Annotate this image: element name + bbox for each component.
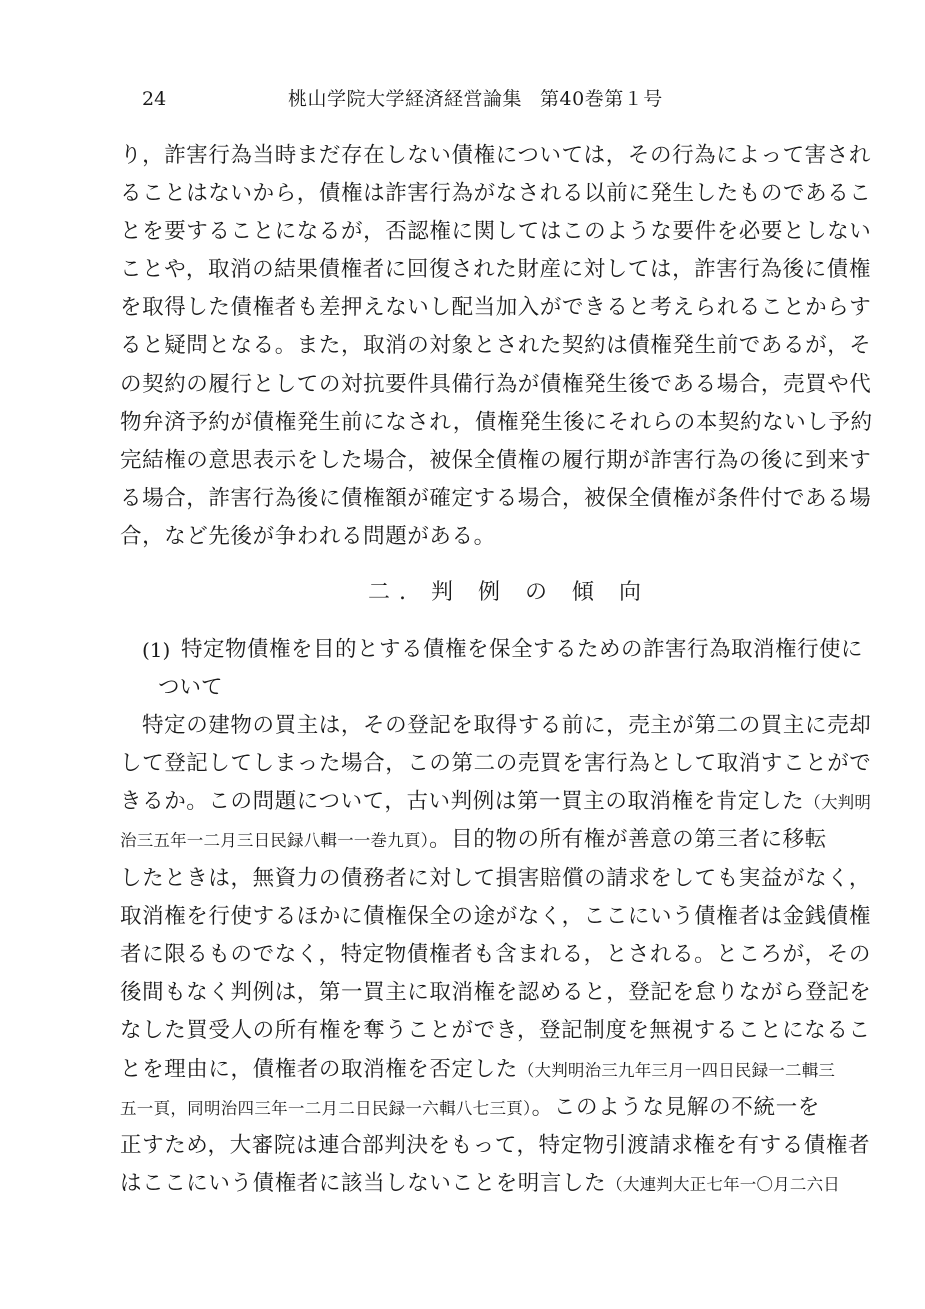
body-line: の契約の履行としての対抗要件具備行為が債権発生後である場合，売買や代 (120, 372, 872, 397)
subsection-title-continuation: ついて (158, 675, 223, 700)
case-citation: 治三五年一二月三日民録八輯一一巻九頁） (120, 831, 430, 850)
case-citation: 五一頁，同明治四三年一二月二日民録一六輯八七三頁） (120, 1099, 532, 1118)
subsection-title: 特定物債権を目的とする債権を保全するための詐害行為取消権行使に (181, 637, 864, 662)
body-line: 合，など先後が争われる問題がある。 (120, 524, 496, 549)
case-citation: （大連判大正七年一〇月二六日 (606, 1175, 841, 1194)
body-line: ることはないから，債権は詐害行為がなされる以前に発生したものであるこ (120, 181, 872, 206)
body-line: 後間もなく判例は，第一買主に取消権を認めると，登記を怠りながら登記を (120, 980, 872, 1005)
body-line (120, 789, 872, 816)
section-heading: 二. 判 例 の 傾 向 (368, 580, 650, 605)
body-line (120, 1057, 836, 1084)
subsection-number: (1) (142, 638, 171, 662)
body-line: 特定の建物の買主は，その登記を取得する前に，売主が第二の買主に売却 (142, 713, 872, 738)
case-citation: （大判明 (804, 793, 872, 812)
body-line: とを要することになるが，否認権に関してはこのような要件を必要としない (120, 219, 872, 244)
body-text: はここにいう債権者に該当しないことを明言した (120, 1171, 607, 1196)
body-text: とを理由に，債権者の取消権を否定した (120, 1057, 518, 1082)
body-line (120, 1095, 820, 1122)
page-number: 24 (142, 88, 167, 110)
case-citation: （大判明治三九年三月一四日民録一二輯三 (517, 1061, 836, 1080)
body-line (120, 1171, 841, 1198)
body-line: り，詐害行為当時まだ存在しない債権については，その行為によって害され (120, 143, 871, 168)
body-line: 取消権を行使するほかに債権保全の途がなく，ここにいう債権者は金銭債権 (120, 904, 871, 929)
body-line (120, 827, 827, 854)
body-line: なした買受人の所有権を奪うことができ，登記制度を無視することになるこ (120, 1018, 871, 1043)
body-line: る場合，詐害行為後に債権額が確定する場合，被保全債権が条件付である場 (120, 486, 872, 511)
body-line: ると疑問となる。また，取消の対象とされた契約は債権発生前であるが，そ (120, 333, 872, 358)
running-head (288, 88, 663, 110)
body-line: を取得した債権者も差押えないし配当加入ができると考えられることからす (120, 295, 872, 320)
body-line: 物弁済予約が債権発生前になされ，債権発生後にそれらの本契約ないし予約 (120, 410, 873, 435)
body-line: 正すため，大審院は連合部判決をもって，特定物引渡請求権を有する債権者 (120, 1133, 871, 1158)
body-line: して登記してしまった場合，この第二の売買を害行為として取消すことがで (120, 751, 872, 776)
body-text: 。目的物の所有権が善意の第三者に移転 (429, 827, 827, 852)
body-text: きるか。この問題について，古い判例は第一買主の取消権を肯定した (120, 789, 805, 814)
body-line: ことや，取消の結果債権者に回復された財産に対しては，詐害行為後に債権 (120, 257, 871, 282)
body-text: 。このような見解の不統一を (531, 1095, 820, 1120)
volume-issue: 第40巻第１号 (540, 88, 663, 110)
body-line: 完結権の意思表示をした場合，被保全債権の履行期が詐害行為の後に到来す (120, 448, 872, 473)
body-line: 者に限るものでなく，特定物債権者も含まれる，とされる。ところが，その (120, 942, 871, 967)
body-line: したときは，無資力の債務者に対して損害賠償の請求をしても実益がなく， (120, 866, 871, 891)
journal-title: 桃山学院大学経済経営論集 (288, 88, 523, 110)
